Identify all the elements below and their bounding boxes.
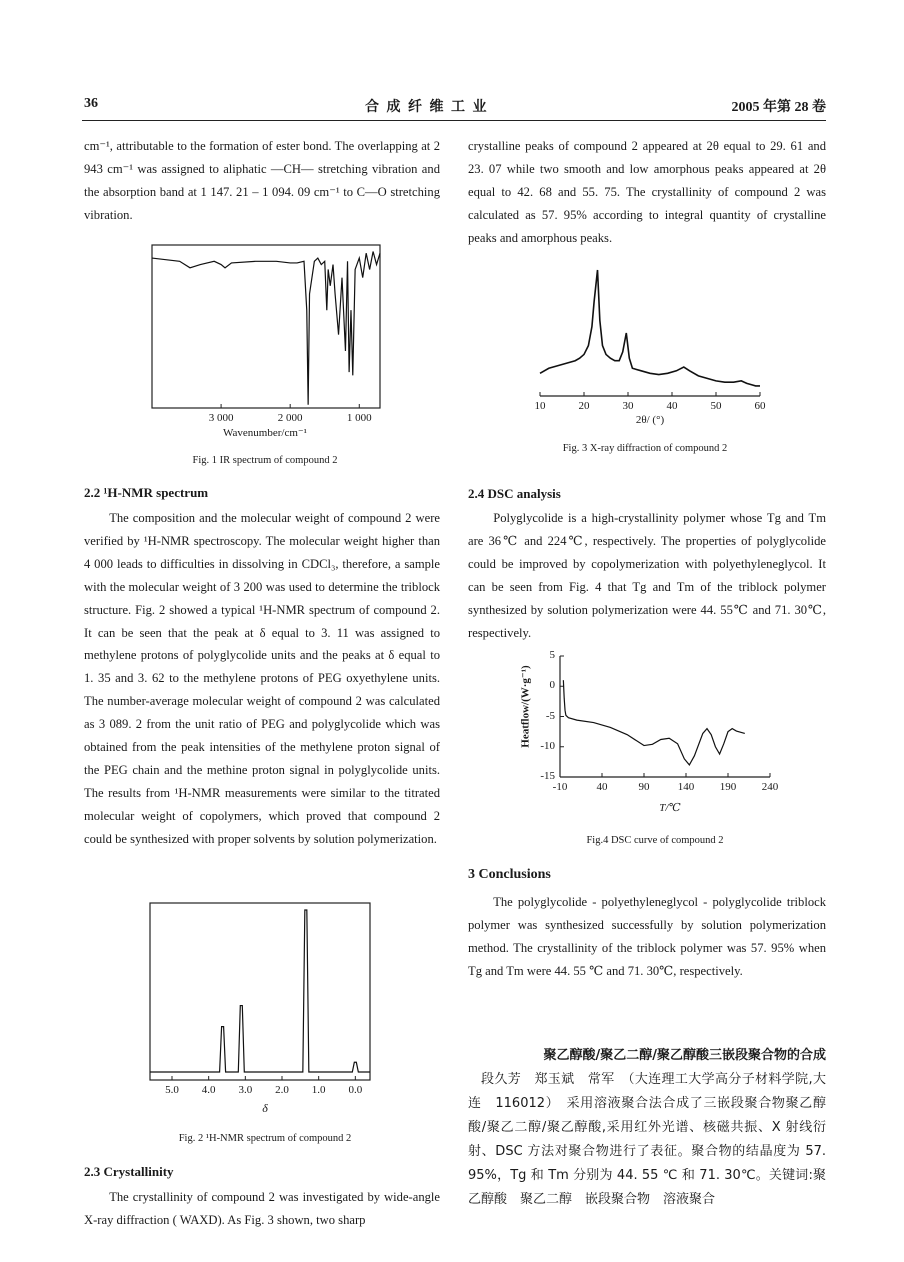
section-heading: 2.3 Crystallinity [84,1164,174,1179]
journal-name: 合 成 纤 维 工 业 [365,100,489,115]
x-tick-label: 1.0 [311,1084,326,1096]
xrd-paragraph [468,135,826,250]
x-tick-label: 40 [596,781,608,793]
conclusions-paragraph [468,891,826,983]
x-tick-label: 2 000 [277,412,303,424]
x-tick-label: 40 [666,400,678,412]
ir-paragraph [84,135,440,227]
crystallinity-paragraph [84,1186,440,1232]
chinese-title: 聚乙醇酸/聚乙二醇/聚乙醇酸三嵌段聚合物的合成 [543,1048,826,1063]
x-tick-label: 3 000 [208,412,234,424]
x-tick-label: 50 [710,400,722,412]
chinese-body: 段久芳 郑玉斌 常军 （大连理工大学高分子材料学院,大连 116012） 采用溶液聚合法合成了三嵌段聚合物聚乙醇酸/聚乙二醇/聚乙醇酸,采用红外光谱、核磁共振、X 射线衍射、DSC 方法对聚合物进行了表征。聚合物的结晶度为 57. 95%，Tg 和 Tm 分别为 44. 55 ℃ 和 71. 30℃。关键词:聚乙醇酸 聚乙二醇 嵌段聚合物 溶液聚合 [468,1072,826,1207]
x-tick-label: 60 [754,400,766,412]
x-axis-label: 2θ/ (°) [635,414,665,426]
figure-caption: Fig. 3 X-ray diffraction of compound 2 [562,443,728,454]
x-tick-label: 240 [761,781,779,793]
xrd-plot [540,270,760,396]
x-tick-label: 4.0 [201,1084,216,1096]
x-tick-label: 30 [622,400,634,412]
figure-caption: Fig. 2 ¹H-NMR spectrum of compound 2 [178,1133,352,1144]
y-axis-label: Heatflow/(W·g⁻¹) [519,665,532,748]
nmr-spectrum-plot [150,903,370,1080]
section-heading: 2.4 DSC analysis [468,486,561,501]
figure-caption: Fig. 1 IR spectrum of compound 2 [192,455,338,466]
x-tick-label: -10 [552,781,568,793]
nmr-paragraph [84,507,440,851]
x-axis-label: T/℃ [659,802,681,814]
x-tick-label: 190 [719,781,737,793]
x-tick-label: 20 [578,400,590,412]
x-tick-label: 90 [638,781,650,793]
paragraph-text: The polyglycolide - polyethyleneglycol - polyglycolide triblock polymer was synthesized successfully by solution polymerization method. The crystallinity of the triblock polymer was 57. 95% when Tg and Tm were 44. 55 ℃ and 71. 30℃, respectively. [468,895,826,978]
paragraph-text: Polyglycolide is a high-crystallinity polymer whose Tg and Tm are 36℃ and 224℃, respectively. The properties of polyglycolide could be improved by copolymerization with polyethyleneglycol. It can be seen from Fig. 4 that Tg and Tm of the triblock polymer synthesized by solution polymerization were 44. 55℃ and 71. 30℃, respectively. [468,511,826,640]
dsc-plot [560,656,770,777]
x-tick-label: 0.0 [348,1084,363,1096]
data-series-line [152,252,380,405]
plot-frame [150,903,370,1080]
x-tick-label: 3.0 [238,1084,253,1096]
section-heading: 2.2 ¹H-NMR spectrum [84,485,209,500]
x-tick-label: 1 000 [346,412,372,424]
y-tick-label: -5 [545,709,555,722]
chinese-abstract [468,1044,826,1212]
y-tick-label: 0 [549,679,555,692]
x-tick-label: 2.0 [275,1084,289,1096]
y-tick-label: 5 [549,649,555,661]
x-axis-label: δ [262,1101,268,1115]
dsc-paragraph [468,507,826,644]
y-tick-label: -15 [540,770,555,782]
x-axis-label: Wavenumber/cm⁻¹ [223,427,307,439]
section-heading: 3 Conclusions [468,867,551,882]
y-tick-label: -10 [540,739,555,752]
paragraph-text: The composition and the molecular weight of compound 2 were verified by ¹H-NMR spectroscopy. The molecular weight higher than 4 000 leads to difficulties in dissolving in CDCl₃, therefore, a sample with the molecular weight of 3 200 was used to determine the triblock structure. Fig. 2 showed a typical ¹H-NMR spectrum of compound 2. It can be seen that the peak at δ equal to 3. 11 was assigned to methylene protons of polyglycolide units and the peaks at δ equal to 1. 35 and 3. 62 to the methylene protons of PEG oxyethylene units. The number-average molecular weight of compound 2 was calculated as 3 089. 2 from the unit ratio of PEG and polyglycolide which was obtained from the peak intensities of the methylene proton signal of the PEG chain and the methine proton signal in polyglycolide units. The results from ¹H-NMR measurements were similar to the titrated molecular weight of copolymers, which proved that compound 2 could be synthesized with proper solvents by solution polymerization. [84,511,440,846]
data-series-line [150,910,370,1072]
page-number: 36 [84,96,98,111]
paragraph-text: The crystallinity of compound 2 was investigated by wide-angle X-ray diffraction ( WAXD). As Fig. 3 shown, two sharp [84,1190,440,1227]
x-tick-label: 5.0 [165,1084,179,1096]
data-series-line [563,680,744,765]
paragraph-text: cm⁻¹, attributable to the formation of ester bond. The overlapping at 2 943 cm⁻¹ was assigned to aliphatic —CH— stretching vibration and the absorption band at 1 147. 21 – 1 094. 09 cm⁻¹ to C—O stretching vibration. [84,139,440,222]
volume-label: 2005 年第 28 卷 [731,100,826,115]
paragraph-text: crystalline peaks of compound 2 appeared at 2θ equal to 29. 61 and 23. 07 while two smooth and low amorphous peaks appeared at 2θ equal to 42. 68 and 55. 75. The crystallinity of compound 2 was calculated as 57. 95% according to integral quantity of crystalline peaks and amorphous peaks. [468,139,826,245]
data-series-line [540,270,760,386]
figure-caption: Fig.4 DSC curve of compound 2 [586,835,724,846]
x-tick-label: 140 [677,781,695,793]
header-rule [82,120,826,121]
x-tick-label: 10 [534,400,546,412]
ir-spectrum-plot [152,245,380,408]
